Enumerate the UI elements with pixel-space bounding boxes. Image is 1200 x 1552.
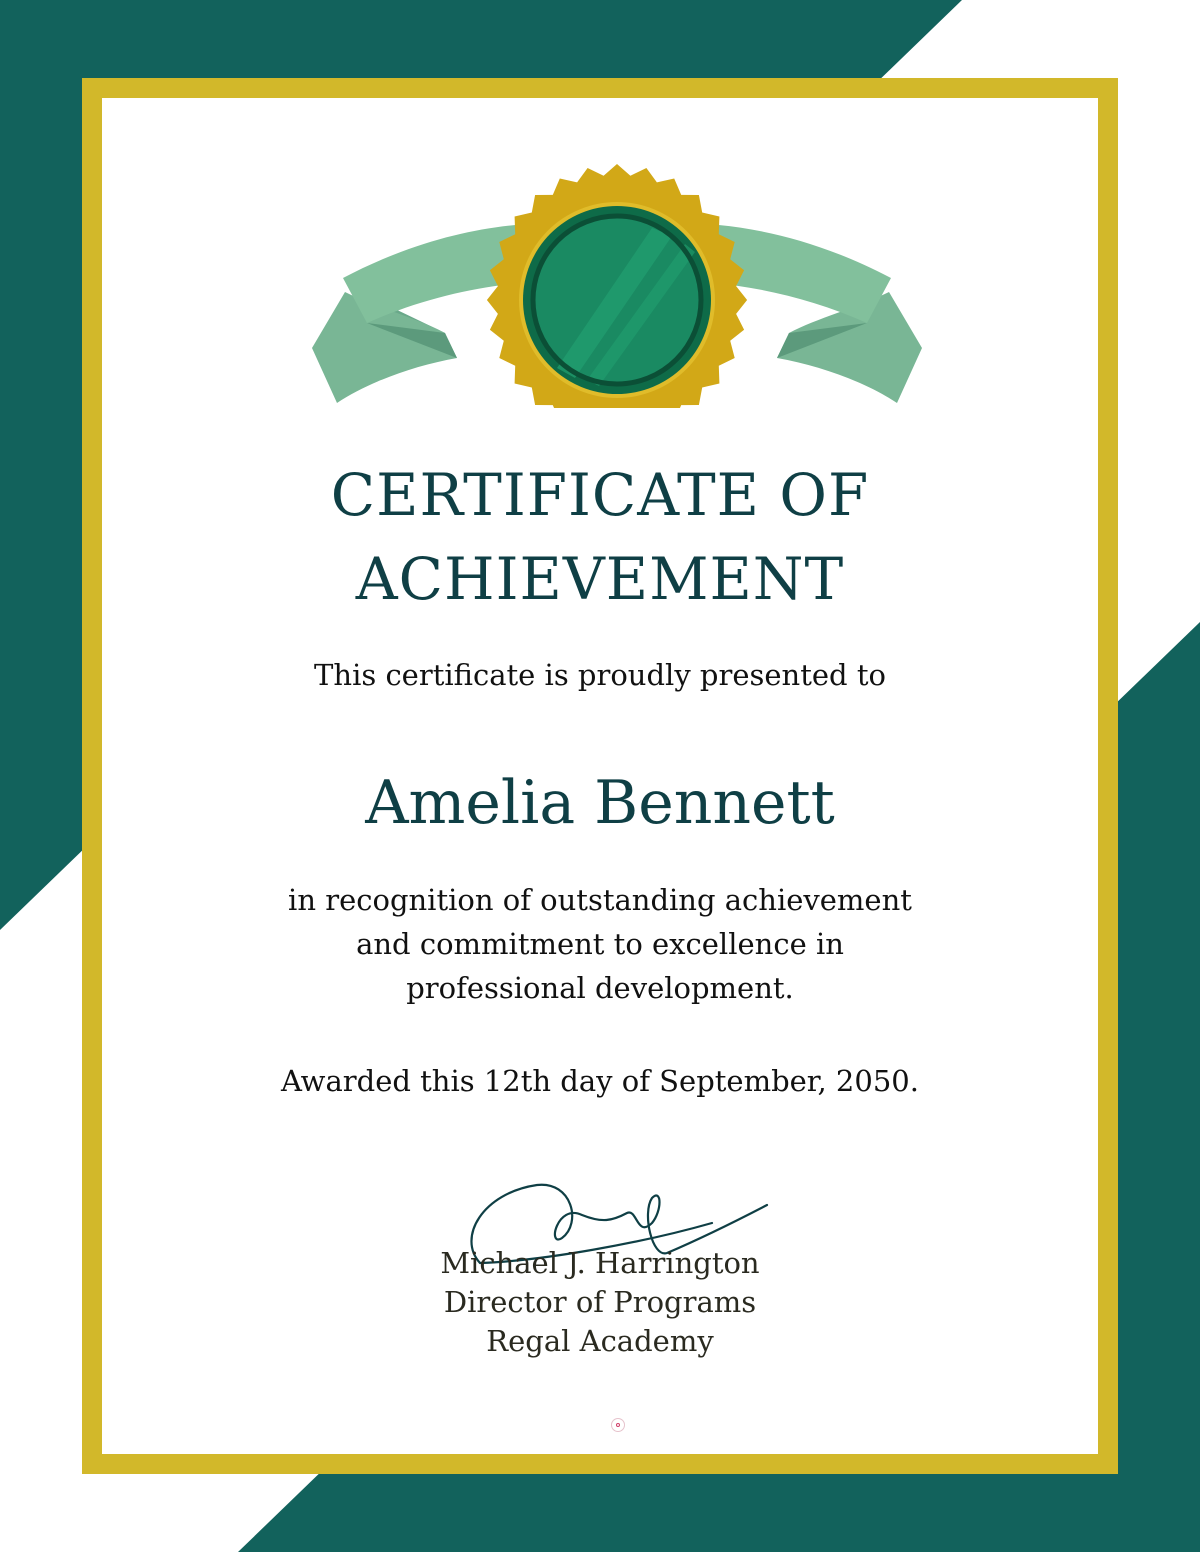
certificate-content <box>102 98 1098 1454</box>
award-date: Awarded this 12th day of September, 2050. <box>281 1064 919 1098</box>
gold-border-frame <box>82 78 1118 1474</box>
title-line-2: ACHIEVEMENT <box>355 545 845 613</box>
signer-role: Director of Programs <box>443 1285 757 1319</box>
award-seal-icon <box>307 158 927 408</box>
presented-to-text: This certificate is proudly presented to <box>314 658 886 692</box>
signer-name: Michael J. Harrington <box>440 1246 760 1280</box>
certificate-title <box>102 453 1098 621</box>
signer-organization: Regal Academy <box>486 1324 714 1358</box>
center-dot-icon <box>611 1418 625 1432</box>
signer-block <box>102 1244 1098 1361</box>
recipient-name: Amelia Bennett <box>365 768 835 838</box>
recognition-text: in recognition of outstanding achievement and commitment to excellence in professional development. <box>288 883 912 1005</box>
title-line-1: CERTIFICATE OF <box>330 461 870 529</box>
